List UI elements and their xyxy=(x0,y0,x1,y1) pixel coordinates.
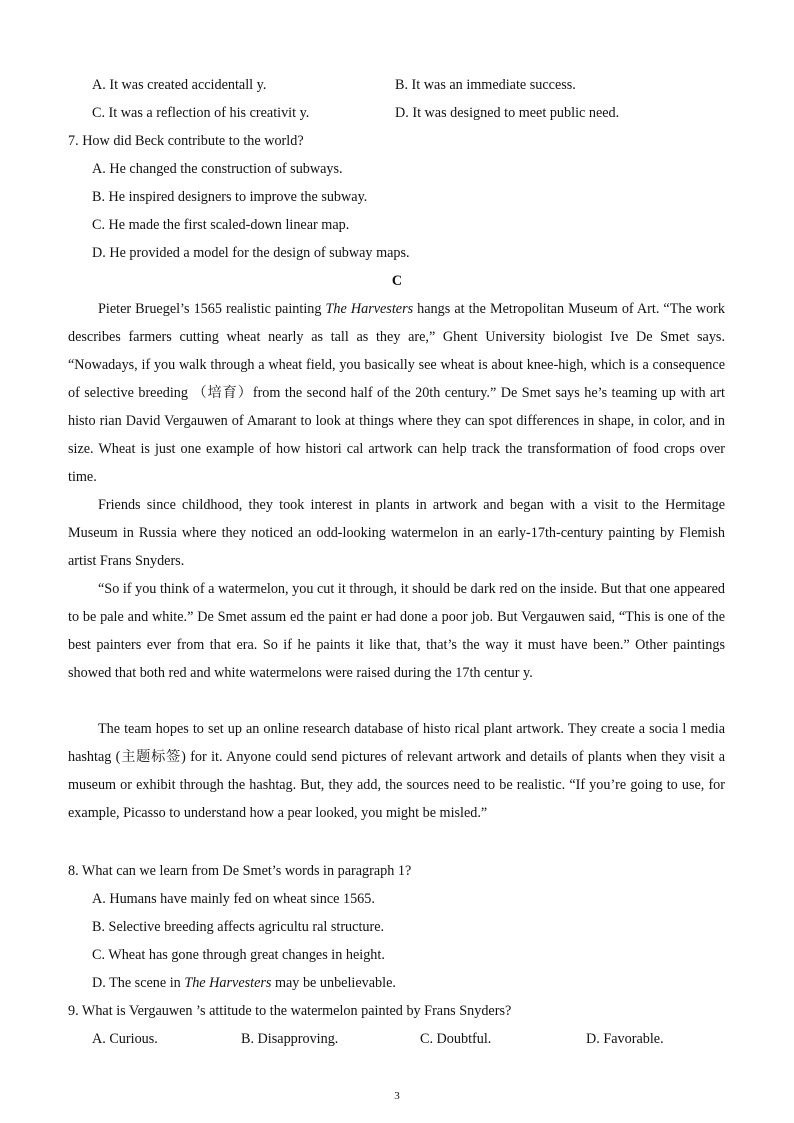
paragraph-2 xyxy=(68,491,725,575)
paragraph-1 xyxy=(68,295,725,491)
q6-option-c: C. It was a reflection of his creativit y. xyxy=(92,105,310,121)
page-number: 3 xyxy=(394,1090,400,1102)
q7-option-b: B. He inspired designers to improve the subway. xyxy=(92,189,368,205)
q9-option-c: C. Doubtful. xyxy=(420,1031,492,1047)
paragraph-3-text: “So if you think of a watermelon, you cut it through, it should be dark red on the inside. But that one appeared to be pale and white.” De Smet assum ed the paint er had done a poor job. But Vergauwen said, “This is one of the best painters ever from that era. So if he paints it like that, that’s the way it must have been.” Other paintings showed that both red and white watermelons were raised during the 17th centur y. xyxy=(68,581,725,681)
q7-stem: 7. How did Beck contribute to the world? xyxy=(68,133,304,149)
paragraph-3 xyxy=(68,575,725,687)
q8-option-a: A. Humans have mainly fed on wheat since 1565. xyxy=(92,891,375,907)
q8-option-b: B. Selective breeding affects agricultu ral structure. xyxy=(92,919,385,935)
q8-option-c: C. Wheat has gone through great changes in height. xyxy=(92,947,385,963)
q8-option-d-post: may be unbelievable. xyxy=(271,975,396,991)
paragraph-4-text: The team hopes to set up an online research database of histo rical plant artwork. They create a socia l media hashtag (主题标签) for it. Anyone could send pictures of relevant artwork and details of plants when they visit a museum or exhibit through the hashtag. But, they add, the sources need to be realistic. “If you’re going to use, for example, Picasso to understand how a pear looked, you might be misled.” xyxy=(68,721,725,821)
q8-option-d-pre: D. The scene in xyxy=(92,975,185,991)
q6-option-b: B. It was an immediate success. xyxy=(395,77,576,93)
paragraph-1-text-post: hangs at the Metropolitan Museum of Art. “The work describes farmers cutting wheat nearly as tall as they are,” Ghent University biologist Ive De Smet says. “Nowadays, if you walk through a wheat field, you basically see wheat is about knee-high, which is a consequence of selective breeding （培育）from the second half of the 20th century.” De Smet says he’s teaming up with art histo rian David Vergauwen of Amarant to look at things where they can spot differences in shape, in color, and in size. Wheat is just one example of how histori cal artwork can help track the transformation of food crops over time. xyxy=(68,301,725,485)
q8-stem: 8. What can we learn from De Smet’s words in paragraph 1? xyxy=(68,863,412,879)
q8-option-d xyxy=(92,973,396,993)
section-heading: C xyxy=(391,273,403,289)
q6-option-a: A. It was created accidentall y. xyxy=(92,77,267,93)
q8-option-d-title: The Harvesters xyxy=(184,975,272,991)
q9-option-d: D. Favorable. xyxy=(586,1031,664,1047)
q7-option-a: A. He changed the construction of subways. xyxy=(92,161,343,177)
painting-title: The Harvesters xyxy=(325,301,414,317)
q7-option-c: C. He made the first scaled-down linear map. xyxy=(92,217,350,233)
q9-stem: 9. What is Vergauwen ’s attitude to the watermelon painted by Frans Snyders? xyxy=(68,1003,512,1019)
paragraph-4 xyxy=(68,715,725,827)
q6-option-d: D. It was designed to meet public need. xyxy=(395,105,620,121)
paragraph-1-text-pre: Pieter Bruegel’s 1565 realistic painting xyxy=(98,301,326,317)
paragraph-2-text: Friends since childhood, they took interest in plants in artwork and began with a visit to the Hermitage Museum in Russia where they noticed an odd-looking watermelon in an early-17th-century painting by Flemish artist Frans Snyders. xyxy=(68,497,725,569)
q7-option-d: D. He provided a model for the design of subway maps. xyxy=(92,245,410,261)
q9-option-b: B. Disapproving. xyxy=(241,1031,339,1047)
q9-option-a: A. Curious. xyxy=(92,1031,158,1047)
